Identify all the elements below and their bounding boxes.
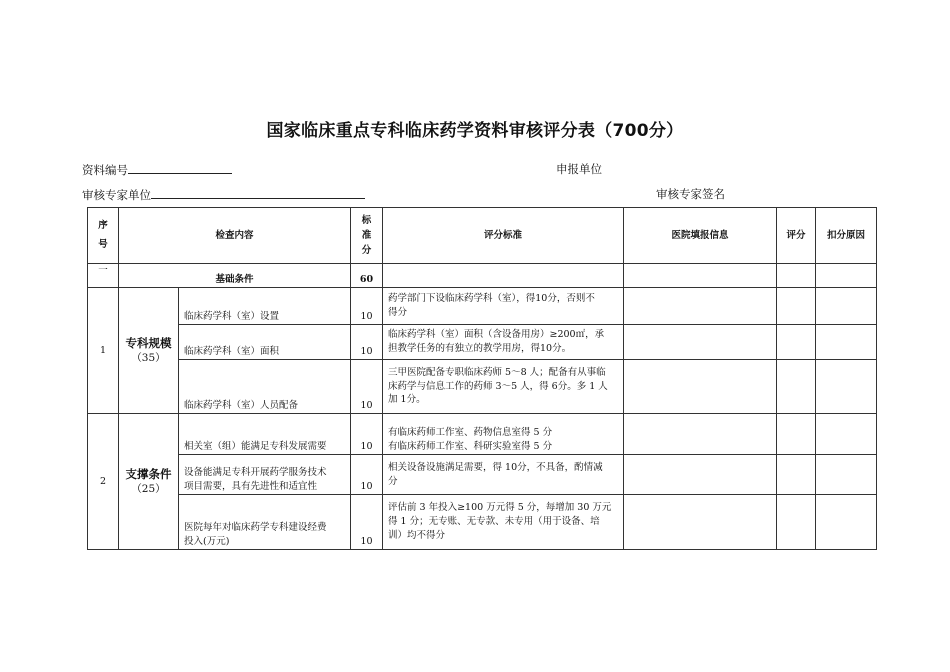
deduct-reason-cell — [816, 495, 877, 550]
header-deduct-reason: 扣分原因 — [816, 208, 877, 264]
section-deduct-cell — [816, 264, 877, 288]
expert-unit-label: 审核专家单位 — [82, 188, 151, 202]
hospital-info-cell — [624, 360, 777, 414]
criteria-line: 得分 — [388, 307, 408, 318]
criteria-line: 相关设备设施满足需要，得 10分，不具备，酌情减 — [388, 461, 603, 473]
section-score: 60 — [351, 264, 383, 288]
deduct-reason-cell — [816, 360, 877, 414]
item-line: 设备能满足专科开展药学服务技术 — [184, 467, 327, 479]
group-name: 专科规模 — [125, 335, 172, 350]
doc-no-field — [82, 161, 232, 178]
table-row — [88, 455, 877, 495]
criteria-line: 药学部门下设临床药学科（室），得10分，否则不 — [388, 293, 595, 305]
deduct-reason-cell — [816, 455, 877, 495]
section-seq: 一 — [88, 264, 119, 288]
group-points: （35） — [131, 352, 166, 365]
page-title: 国家临床重点专科临床药学资料审核评分表（700分） — [266, 121, 684, 141]
score-cell — [777, 360, 816, 414]
group-points: （25） — [131, 483, 166, 496]
score-cell — [777, 495, 816, 550]
group-seq: 2 — [88, 414, 119, 550]
item-line: 医院每年对临床药学专科建设经费 — [184, 522, 327, 534]
applicant-field — [556, 161, 602, 177]
deduct-reason-cell — [816, 325, 877, 360]
applicant-label: 申报单位 — [556, 162, 602, 176]
criteria-line: 三甲医院配备专职临床药师 5～8 人；配备有从事临 — [388, 366, 606, 378]
table-row — [88, 495, 877, 550]
section-row — [88, 264, 877, 288]
doc-no-blank — [128, 161, 232, 174]
header-std-score — [351, 208, 383, 264]
criteria-line: 分 — [388, 475, 398, 487]
criteria-line: 临床药学科（室）面积（含设备用房）≥200㎡，承 — [388, 329, 605, 341]
item-line: 投入(万元) — [184, 536, 230, 548]
score-cell — [777, 414, 816, 455]
item-name: 临床药学科（室）设置 — [179, 288, 351, 325]
criteria-line: 床药学与信息工作的药师 3～5 人，得 6分。多 1 人 — [388, 380, 608, 392]
criteria-line: 有临床药师工作室、药物信息室得 5 分 — [388, 427, 553, 439]
table-row — [88, 325, 877, 360]
item-criteria — [383, 414, 624, 455]
item-score: 10 — [351, 360, 383, 414]
score-cell — [777, 455, 816, 495]
header-score: 评分 — [777, 208, 816, 264]
item-line: 项目需要，具有先进性和适宜性 — [184, 481, 318, 493]
hospital-info-cell — [624, 414, 777, 455]
expert-unit-blank — [151, 186, 365, 199]
header-seq — [88, 208, 119, 264]
item-line: 相关室（组）能满足专科发展需要 — [184, 441, 327, 453]
group-name: 支撑条件 — [125, 466, 172, 481]
score-cell — [777, 325, 816, 360]
expert-sign-field — [656, 186, 725, 202]
item-criteria — [383, 288, 624, 325]
table-row — [88, 360, 877, 414]
item-name — [179, 495, 351, 550]
hospital-info-cell — [624, 288, 777, 325]
item-name — [179, 414, 351, 455]
item-score: 10 — [351, 288, 383, 325]
hospital-info-cell — [624, 495, 777, 550]
review-score-table — [87, 207, 877, 550]
criteria-line: 得 1 分；无专账、无专款、未专用（用于设备、培 — [388, 516, 600, 528]
header-std-score-text: 标准分 — [361, 214, 372, 257]
header-hospital-info: 医院填报信息 — [624, 208, 777, 264]
item-criteria — [383, 495, 624, 550]
item-name: 临床药学科（室）人员配备 — [179, 360, 351, 414]
section-hospital-info-cell — [624, 264, 777, 288]
section-score-cell — [777, 264, 816, 288]
deduct-reason-cell — [816, 288, 877, 325]
header-content: 检查内容 — [119, 208, 351, 264]
table-row — [88, 414, 877, 455]
section-criteria-cell — [383, 264, 624, 288]
item-criteria — [383, 325, 624, 360]
criteria-line: 加 1分。 — [388, 394, 426, 406]
table-row — [88, 288, 877, 325]
hospital-info-cell — [624, 325, 777, 360]
item-criteria — [383, 360, 624, 414]
item-score: 10 — [351, 495, 383, 550]
criteria-line: 训）均不得分 — [388, 529, 446, 541]
criteria-line: 有临床药师工作室、科研实验室得 5 分 — [388, 441, 553, 453]
header-seq-text: 序号 — [98, 220, 108, 250]
group-seq: 1 — [88, 288, 119, 414]
item-score: 10 — [351, 414, 383, 455]
item-score: 10 — [351, 455, 383, 495]
criteria-line: 担教学任务的有独立的教学用房，得10分。 — [388, 343, 572, 354]
expert-sign-label: 审核专家签名 — [656, 187, 725, 201]
header-criteria: 评分标准 — [383, 208, 624, 264]
item-criteria — [383, 455, 624, 495]
section-name: 基础条件 — [119, 264, 351, 288]
group-name-cell — [119, 288, 179, 414]
expert-unit-field — [82, 186, 365, 203]
score-cell — [777, 288, 816, 325]
item-name — [179, 455, 351, 495]
group-name-cell — [119, 414, 179, 550]
hospital-info-cell — [624, 455, 777, 495]
deduct-reason-cell — [816, 414, 877, 455]
criteria-line: 评估前 3 年投入≥100 万元得 5 分，每增加 30 万元 — [388, 502, 612, 514]
item-name: 临床药学科（室）面积 — [179, 325, 351, 360]
item-score: 10 — [351, 325, 383, 360]
doc-no-label: 资料编号 — [82, 163, 128, 177]
header-row — [88, 208, 877, 264]
